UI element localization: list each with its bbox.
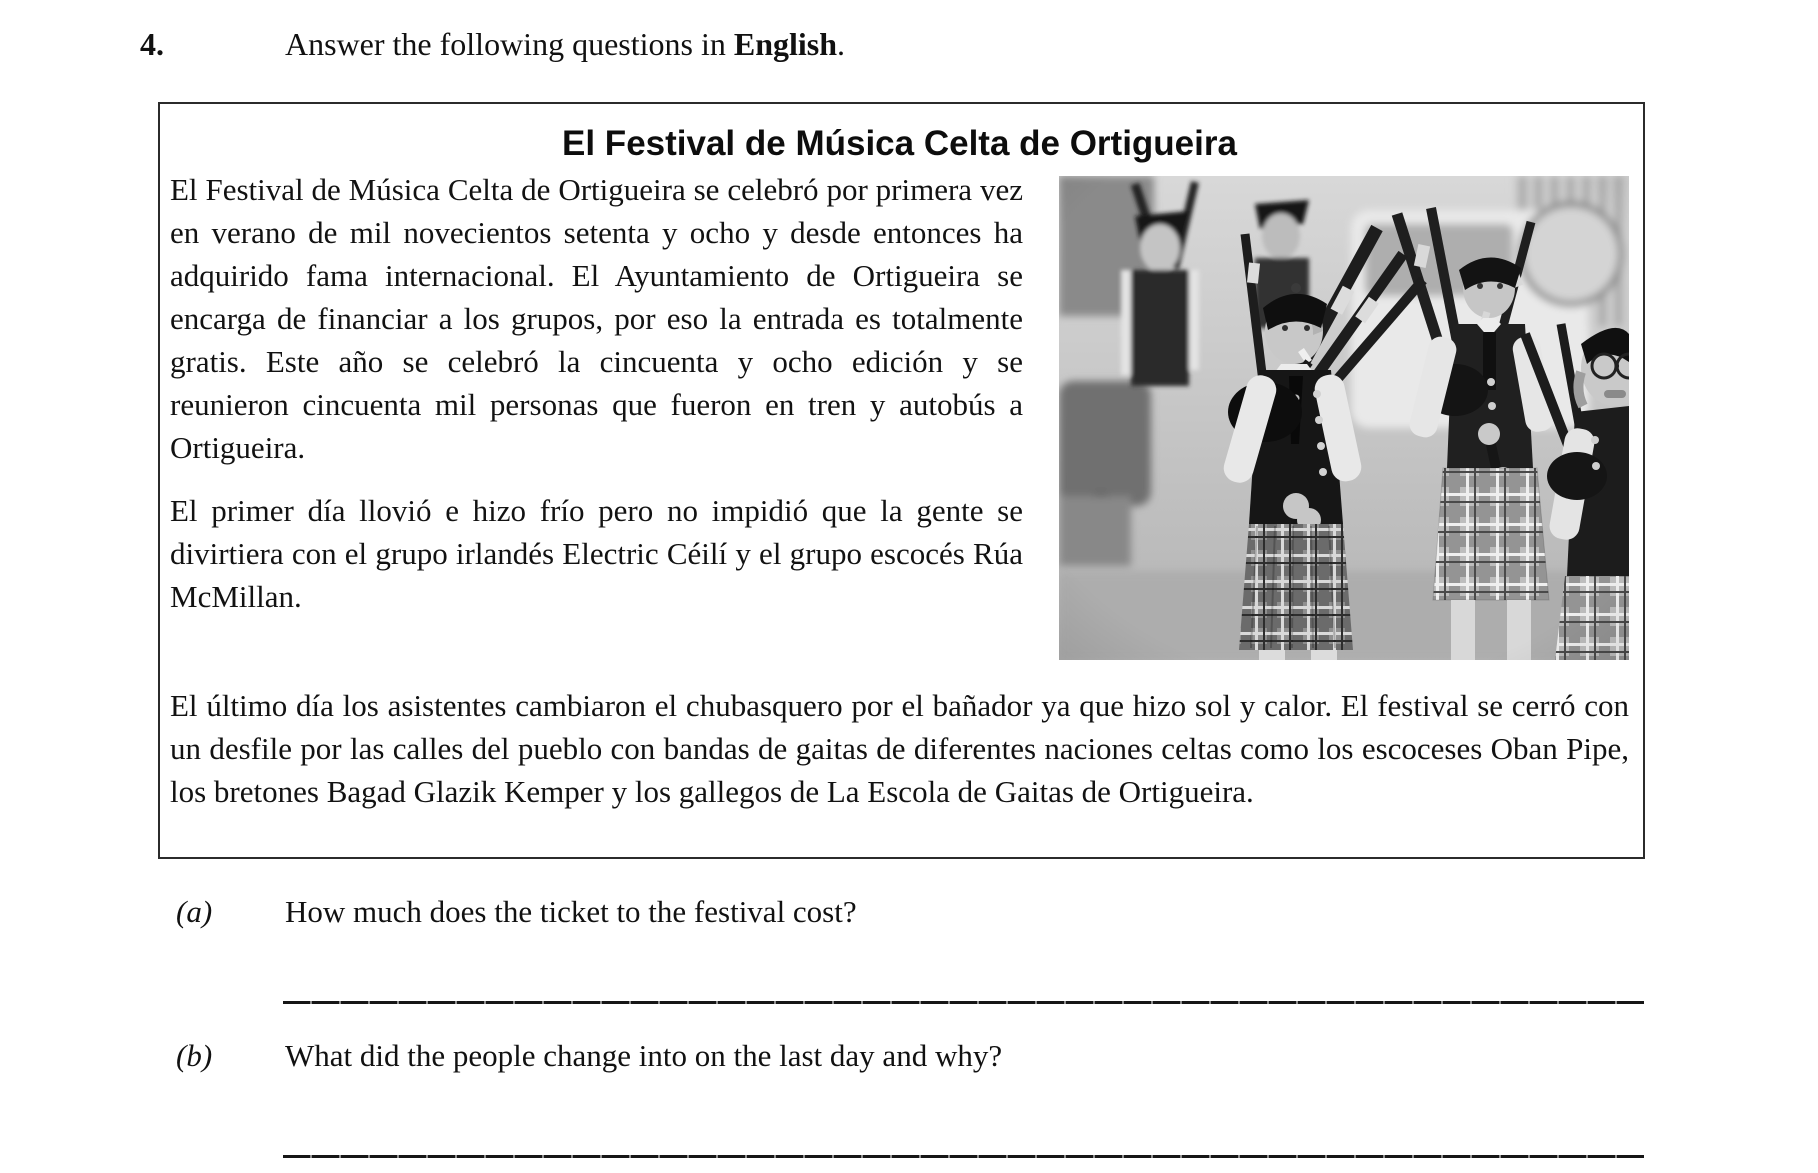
- question-b-label: (b): [176, 1038, 213, 1073]
- passage-paragraph-2: El primer día llovió e hizo frío pero no impidió que la gente se divirtiera con el grupo irlandés Electric Céilí y el grupo escocés Rúa McMillan.: [170, 493, 1023, 614]
- question-number: 4.: [140, 26, 164, 62]
- instruction-suffix: .: [837, 26, 846, 62]
- passage-paragraph-1: El Festival de Música Celta de Ortigueira se celebró por primera vez en verano de mil novecientos setenta y ocho y desde entonces ha adquirido fama internacional. El Ayuntamiento de Ortigueira se encarga de financiar a los grupos, por eso la entrada es totalmente gratis. Este año se celebró la cincuenta y ocho edición y se reunieron cincuenta mil personas que fueron en tren y autobús a Ortigueira.: [170, 172, 1023, 465]
- question-a-label: (a): [176, 894, 213, 929]
- question-a-text: How much does the ticket to the festival cost?: [285, 894, 857, 929]
- reading-passage-box: [158, 102, 1645, 859]
- bagpipe-band-photo: [1059, 176, 1629, 660]
- question-b-text: What did the people change into on the last day and why?: [285, 1038, 1003, 1073]
- instruction-text: [285, 26, 845, 63]
- bagpipe-band-illustration: [1059, 176, 1629, 660]
- instruction-language-bold: English: [733, 26, 838, 62]
- answer-line-b: [283, 1155, 1644, 1158]
- passage-title: El Festival de Música Celta de Ortigueira: [562, 124, 1237, 163]
- answer-line-a: [283, 1001, 1644, 1004]
- passage-paragraph-3: El último día los asistentes cambiaron el chubasquero por el bañador ya que hizo sol y calor. El festival se cerró con un desfile por las calles del pueblo con bandas de gaitas de diferentes naciones celtas como los escoceses Oban Pipe, los bretones Bagad Glazik Kemper y los gallegos de La Escola de Gaitas de Ortigueira.: [170, 688, 1629, 809]
- instruction-prefix: Answer the following questions in: [285, 26, 734, 62]
